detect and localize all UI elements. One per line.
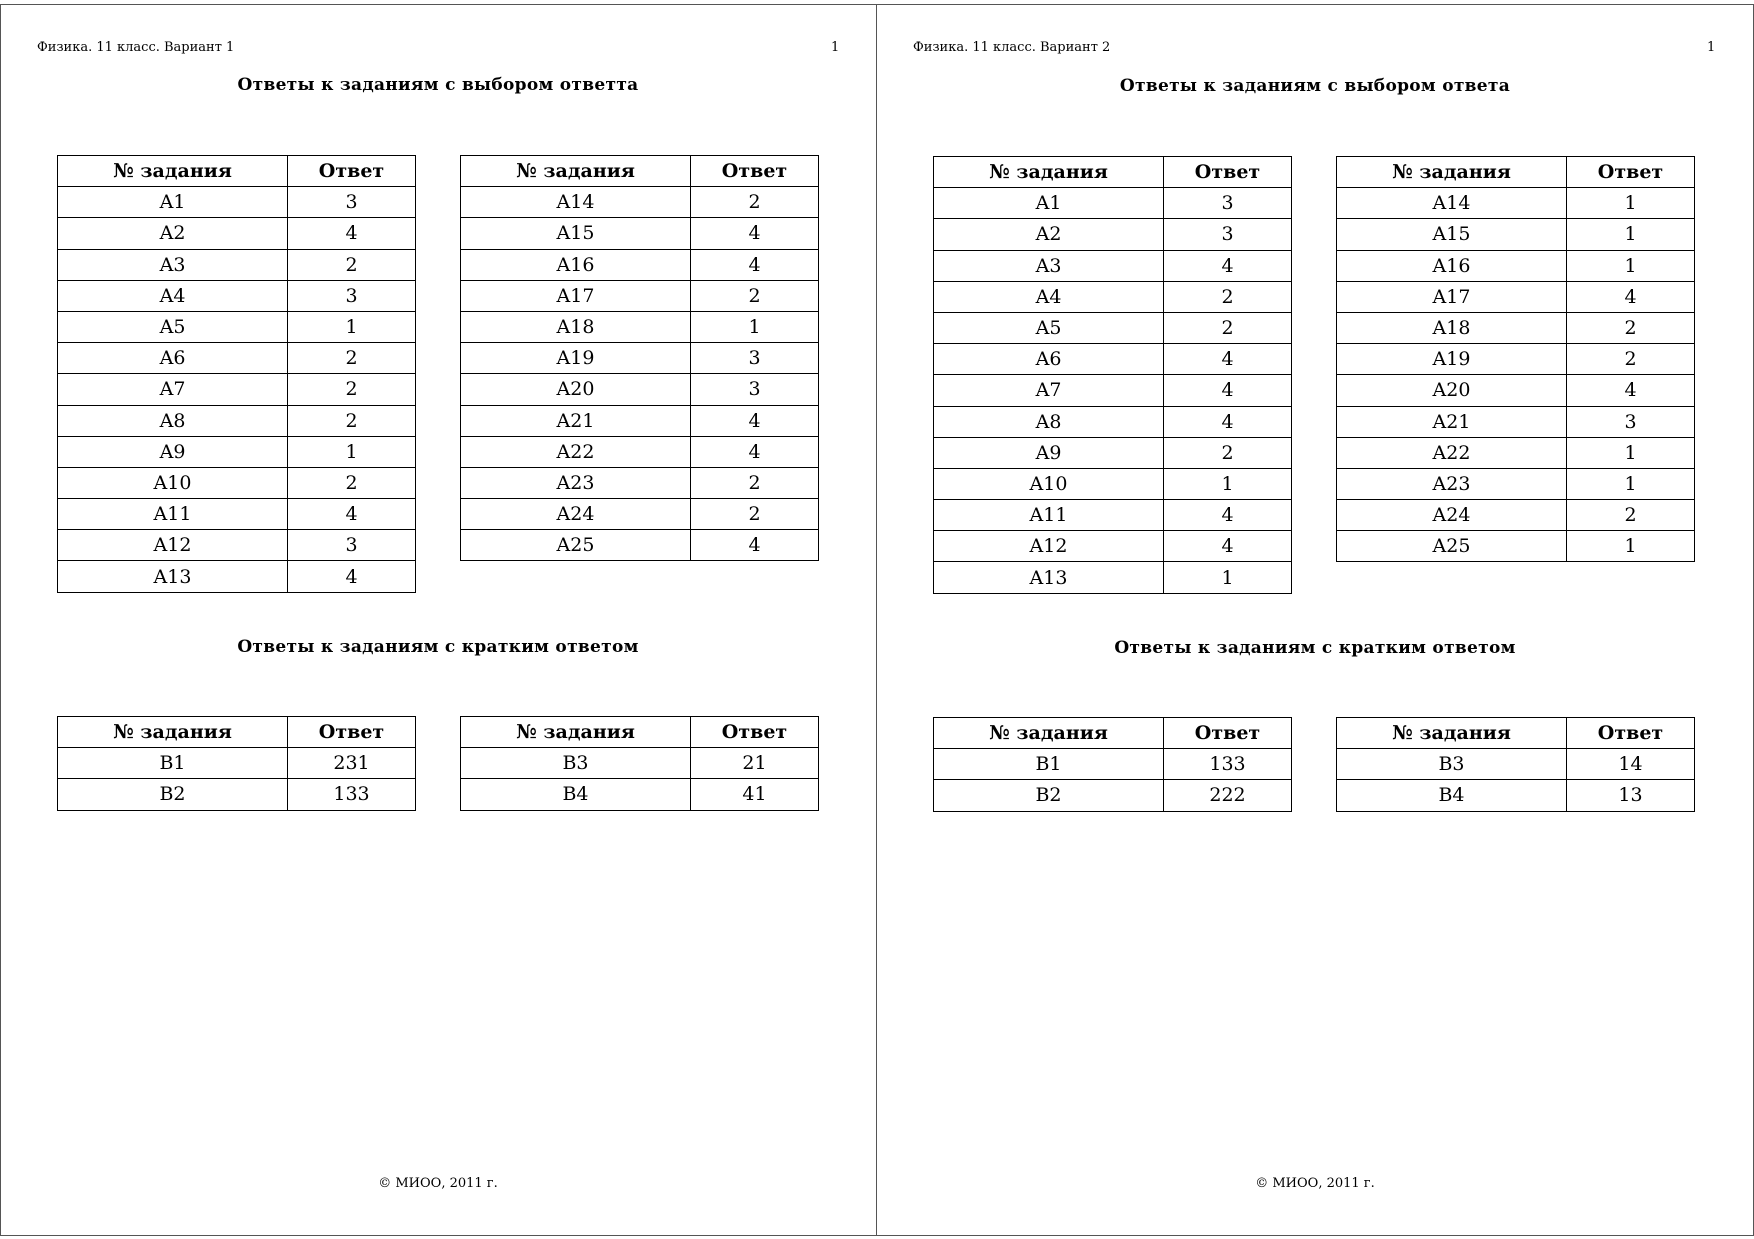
table-row bbox=[1337, 312, 1695, 343]
answer-cell: 4 bbox=[1164, 531, 1292, 562]
table-row bbox=[461, 779, 819, 810]
task-cell: A13 bbox=[934, 562, 1164, 593]
answer-cell: 1 bbox=[1567, 188, 1695, 219]
table-row bbox=[934, 780, 1292, 811]
answer-cell: 133 bbox=[1164, 749, 1292, 780]
column-header-task: № задания bbox=[934, 157, 1164, 188]
answer-cell: 2 bbox=[288, 467, 416, 498]
table-row bbox=[934, 188, 1292, 219]
answer-cell: 2 bbox=[691, 467, 819, 498]
answer-cell: 2 bbox=[288, 405, 416, 436]
table-header-row bbox=[934, 718, 1292, 749]
table-row bbox=[934, 531, 1292, 562]
task-cell: A15 bbox=[1337, 219, 1567, 250]
answer-cell: 1 bbox=[1567, 531, 1695, 562]
table-row bbox=[58, 748, 416, 779]
table-row bbox=[461, 343, 819, 374]
table-row bbox=[58, 561, 416, 592]
section-title-short: Ответы к заданиям с кратким ответом bbox=[237, 637, 639, 657]
table-row bbox=[58, 280, 416, 311]
task-cell: A22 bbox=[1337, 437, 1567, 468]
answer-cell: 4 bbox=[1164, 500, 1292, 531]
answer-cell: 4 bbox=[691, 249, 819, 280]
task-cell: A2 bbox=[58, 218, 288, 249]
task-cell: A11 bbox=[58, 499, 288, 530]
short-answers-table-left bbox=[57, 716, 416, 811]
answer-cell: 4 bbox=[691, 436, 819, 467]
task-cell: A21 bbox=[461, 405, 691, 436]
answer-cell: 4 bbox=[1164, 250, 1292, 281]
task-cell: A3 bbox=[58, 249, 288, 280]
task-cell: A15 bbox=[461, 218, 691, 249]
table-row bbox=[1337, 437, 1695, 468]
column-header-answer: Ответ bbox=[1567, 718, 1695, 749]
answer-cell: 222 bbox=[1164, 780, 1292, 811]
task-cell: A24 bbox=[461, 499, 691, 530]
table-row bbox=[58, 467, 416, 498]
task-cell: B1 bbox=[934, 749, 1164, 780]
answer-cell: 2 bbox=[288, 374, 416, 405]
task-cell: A12 bbox=[58, 530, 288, 561]
table-header-row bbox=[934, 157, 1292, 188]
answer-cell: 1 bbox=[691, 311, 819, 342]
column-header-answer: Ответ bbox=[288, 717, 416, 748]
answer-cell: 14 bbox=[1567, 749, 1695, 780]
short-answers-table-left bbox=[933, 717, 1292, 812]
answer-cell: 2 bbox=[691, 280, 819, 311]
column-header-task: № задания bbox=[934, 718, 1164, 749]
task-cell: A25 bbox=[1337, 531, 1567, 562]
task-cell: A2 bbox=[934, 219, 1164, 250]
table-header-row bbox=[1337, 718, 1695, 749]
task-cell: A4 bbox=[58, 280, 288, 311]
column-header-task: № задания bbox=[1337, 718, 1567, 749]
table-row bbox=[934, 281, 1292, 312]
table-row bbox=[58, 405, 416, 436]
task-cell: A13 bbox=[58, 561, 288, 592]
task-cell: B1 bbox=[58, 748, 288, 779]
task-cell: A9 bbox=[58, 436, 288, 467]
answer-cell: 1 bbox=[1567, 437, 1695, 468]
answer-cell: 3 bbox=[288, 530, 416, 561]
table-row bbox=[58, 779, 416, 810]
answer-cell: 4 bbox=[1164, 344, 1292, 375]
table-row bbox=[58, 249, 416, 280]
answer-cell: 4 bbox=[288, 499, 416, 530]
table-header-row bbox=[1337, 157, 1695, 188]
task-cell: A16 bbox=[1337, 250, 1567, 281]
task-cell: A4 bbox=[934, 281, 1164, 312]
table-row bbox=[934, 406, 1292, 437]
task-cell: A5 bbox=[58, 311, 288, 342]
answer-cell: 2 bbox=[1164, 437, 1292, 468]
answer-cell: 2 bbox=[691, 499, 819, 530]
table-row bbox=[934, 375, 1292, 406]
table-row bbox=[58, 187, 416, 218]
task-cell: A11 bbox=[934, 500, 1164, 531]
task-cell: A8 bbox=[58, 405, 288, 436]
answer-cell: 4 bbox=[1164, 406, 1292, 437]
table-row bbox=[934, 312, 1292, 343]
table-header-row bbox=[58, 717, 416, 748]
table-row bbox=[934, 219, 1292, 250]
answer-cell: 2 bbox=[1567, 344, 1695, 375]
answer-cell: 3 bbox=[288, 280, 416, 311]
task-cell: A14 bbox=[461, 187, 691, 218]
table-row bbox=[1337, 531, 1695, 562]
task-cell: A24 bbox=[1337, 500, 1567, 531]
table-row bbox=[58, 218, 416, 249]
task-cell: B3 bbox=[461, 748, 691, 779]
task-cell: A7 bbox=[58, 374, 288, 405]
table-row bbox=[461, 280, 819, 311]
page-footer: © МИОО, 2011 г. bbox=[1255, 1176, 1375, 1191]
page-variant-2 bbox=[876, 0, 1754, 1239]
table-row bbox=[58, 311, 416, 342]
column-header-answer: Ответ bbox=[1567, 157, 1695, 188]
table-row bbox=[461, 187, 819, 218]
table-row bbox=[1337, 281, 1695, 312]
answer-cell: 3 bbox=[1164, 188, 1292, 219]
table-row bbox=[1337, 406, 1695, 437]
answer-cell: 13 bbox=[1567, 780, 1695, 811]
short-answers-table-right bbox=[460, 716, 819, 811]
table-row bbox=[934, 437, 1292, 468]
table-row bbox=[934, 500, 1292, 531]
task-cell: A21 bbox=[1337, 406, 1567, 437]
task-cell: A23 bbox=[1337, 468, 1567, 499]
answer-cell: 3 bbox=[1164, 219, 1292, 250]
column-header-answer: Ответ bbox=[288, 156, 416, 187]
answer-cell: 4 bbox=[288, 218, 416, 249]
task-cell: A18 bbox=[461, 311, 691, 342]
table-row bbox=[934, 562, 1292, 593]
answer-cell: 3 bbox=[288, 187, 416, 218]
column-header-task: № задания bbox=[58, 156, 288, 187]
task-cell: A22 bbox=[461, 436, 691, 467]
table-row bbox=[58, 343, 416, 374]
answer-cell: 1 bbox=[1164, 562, 1292, 593]
answer-cell: 1 bbox=[1164, 468, 1292, 499]
table-row bbox=[1337, 250, 1695, 281]
choice-answers-table-left bbox=[57, 155, 416, 593]
task-cell: A6 bbox=[58, 343, 288, 374]
section-title-choice: Ответы к заданиям с выбором ответта bbox=[237, 75, 639, 95]
task-cell: A20 bbox=[461, 374, 691, 405]
table-row bbox=[461, 499, 819, 530]
answer-cell: 1 bbox=[1567, 250, 1695, 281]
task-cell: A17 bbox=[1337, 281, 1567, 312]
table-row bbox=[461, 405, 819, 436]
task-cell: A12 bbox=[934, 531, 1164, 562]
task-cell: A7 bbox=[934, 375, 1164, 406]
answer-cell: 2 bbox=[288, 343, 416, 374]
answer-cell: 41 bbox=[691, 779, 819, 810]
short-answers-table-right bbox=[1336, 717, 1695, 812]
section-title-short: Ответы к заданиям с кратким ответом bbox=[1114, 638, 1516, 658]
section-title-choice: Ответы к заданиям с выбором ответа bbox=[1119, 76, 1511, 96]
table-row bbox=[461, 311, 819, 342]
answer-cell: 1 bbox=[1567, 468, 1695, 499]
column-header-task: № задания bbox=[58, 717, 288, 748]
task-cell: A1 bbox=[934, 188, 1164, 219]
answer-cell: 4 bbox=[691, 218, 819, 249]
answer-cell: 4 bbox=[691, 530, 819, 561]
table-row bbox=[1337, 344, 1695, 375]
answer-cell: 4 bbox=[1567, 281, 1695, 312]
task-cell: A18 bbox=[1337, 312, 1567, 343]
table-row bbox=[1337, 780, 1695, 811]
task-cell: A3 bbox=[934, 250, 1164, 281]
task-cell: A19 bbox=[461, 343, 691, 374]
column-header-answer: Ответ bbox=[691, 156, 819, 187]
table-row bbox=[1337, 188, 1695, 219]
task-cell: B2 bbox=[58, 779, 288, 810]
table-row bbox=[461, 530, 819, 561]
task-cell: B4 bbox=[461, 779, 691, 810]
task-cell: B4 bbox=[1337, 780, 1567, 811]
answer-cell: 133 bbox=[288, 779, 416, 810]
task-cell: B3 bbox=[1337, 749, 1567, 780]
task-cell: A14 bbox=[1337, 188, 1567, 219]
task-cell: A20 bbox=[1337, 375, 1567, 406]
table-row bbox=[58, 374, 416, 405]
answer-cell: 2 bbox=[1164, 281, 1292, 312]
table-header-row bbox=[461, 156, 819, 187]
table-row bbox=[461, 249, 819, 280]
table-header-row bbox=[58, 156, 416, 187]
choice-answers-table-right bbox=[460, 155, 819, 561]
column-header-answer: Ответ bbox=[1164, 718, 1292, 749]
answer-cell: 2 bbox=[1567, 500, 1695, 531]
task-cell: A23 bbox=[461, 467, 691, 498]
table-row bbox=[461, 436, 819, 467]
task-cell: A10 bbox=[58, 467, 288, 498]
answer-cell: 4 bbox=[288, 561, 416, 592]
column-header-answer: Ответ bbox=[1164, 157, 1292, 188]
answer-cell: 1 bbox=[288, 436, 416, 467]
answer-cell: 4 bbox=[1164, 375, 1292, 406]
column-header-task: № задания bbox=[1337, 157, 1567, 188]
answer-cell: 231 bbox=[288, 748, 416, 779]
column-header-task: № задания bbox=[461, 717, 691, 748]
answer-cell: 4 bbox=[691, 405, 819, 436]
table-row bbox=[1337, 219, 1695, 250]
choice-answers-table-right bbox=[1336, 156, 1695, 562]
page-header: Физика. 11 класс. Вариант 1 bbox=[37, 40, 235, 55]
answer-cell: 2 bbox=[288, 249, 416, 280]
task-cell: A8 bbox=[934, 406, 1164, 437]
table-row bbox=[934, 749, 1292, 780]
answer-cell: 21 bbox=[691, 748, 819, 779]
task-cell: A25 bbox=[461, 530, 691, 561]
answer-cell: 4 bbox=[1567, 375, 1695, 406]
task-cell: A19 bbox=[1337, 344, 1567, 375]
table-row bbox=[58, 499, 416, 530]
table-header-row bbox=[461, 717, 819, 748]
table-row bbox=[461, 218, 819, 249]
answer-cell: 2 bbox=[1164, 312, 1292, 343]
table-row bbox=[461, 467, 819, 498]
table-row bbox=[1337, 500, 1695, 531]
column-header-answer: Ответ bbox=[691, 717, 819, 748]
table-row bbox=[58, 530, 416, 561]
table-row bbox=[1337, 749, 1695, 780]
page-footer: © МИОО, 2011 г. bbox=[378, 1176, 498, 1191]
task-cell: A10 bbox=[934, 468, 1164, 499]
table-row bbox=[461, 374, 819, 405]
choice-answers-table-left bbox=[933, 156, 1292, 594]
column-header-task: № задания bbox=[461, 156, 691, 187]
task-cell: A1 bbox=[58, 187, 288, 218]
answer-cell: 1 bbox=[1567, 219, 1695, 250]
table-row bbox=[934, 468, 1292, 499]
page-number: 1 bbox=[831, 40, 840, 55]
page-variant-1 bbox=[0, 0, 876, 1239]
task-cell: B2 bbox=[934, 780, 1164, 811]
answer-cell: 3 bbox=[691, 374, 819, 405]
table-row bbox=[934, 250, 1292, 281]
table-row bbox=[1337, 375, 1695, 406]
table-row bbox=[934, 344, 1292, 375]
table-row bbox=[461, 748, 819, 779]
task-cell: A6 bbox=[934, 344, 1164, 375]
task-cell: A5 bbox=[934, 312, 1164, 343]
page-number: 1 bbox=[1707, 40, 1716, 55]
answer-cell: 2 bbox=[1567, 312, 1695, 343]
answer-cell: 2 bbox=[691, 187, 819, 218]
answer-cell: 3 bbox=[691, 343, 819, 374]
table-row bbox=[58, 436, 416, 467]
answer-cell: 1 bbox=[288, 311, 416, 342]
task-cell: A9 bbox=[934, 437, 1164, 468]
answer-cell: 3 bbox=[1567, 406, 1695, 437]
task-cell: A16 bbox=[461, 249, 691, 280]
table-row bbox=[1337, 468, 1695, 499]
page-header: Физика. 11 класс. Вариант 2 bbox=[913, 40, 1111, 55]
task-cell: A17 bbox=[461, 280, 691, 311]
